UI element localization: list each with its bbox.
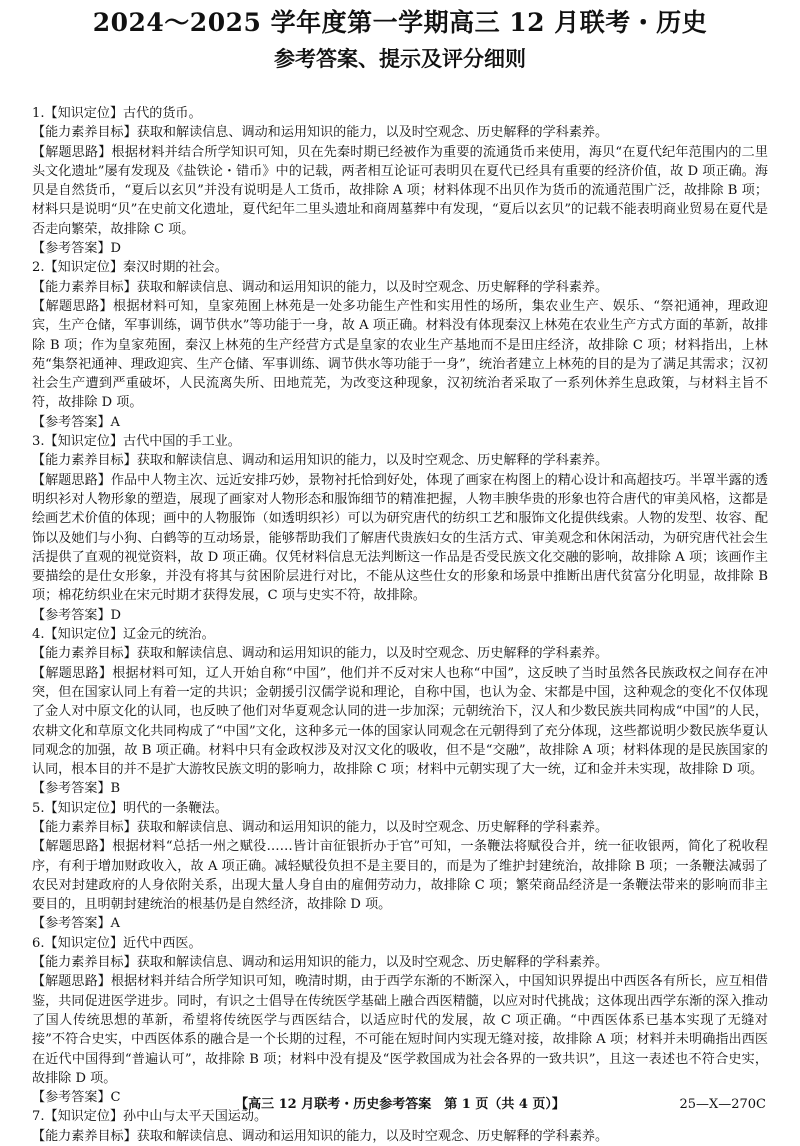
reference-answer: 【参考答案】C: [32, 1090, 121, 1106]
ability-goal: 【能力素养目标】获取和解读信息、调动和运用知识的能力，以及时空观念、历史解释的学科素养。: [32, 819, 609, 835]
question-number: 2.: [32, 260, 45, 276]
solution-analysis: 【解题思路】根据材料可知，辽人开始自称“中国”，他们并不反对宋人也称“中国”，这反映了当时虽然各民族政权之间存在冲突，但在国家认同上有着一定的共识；金朝援引汉儒学说和理论，自称中国，也认为金、宋都是中国，这种观念的变化不仅体现了金人对中原文化的认同，也反映了他们对华夏观念认同的进一步加深；元朝统治下，汉人和少数民族共同构成“中国”的人民，农耕文化和草原文化共同构成了“中国”文化，这种多元一体的国家认同观念在元朝得到了充分体现，这些都说明少数民族华夏认同观念的加强，故 B 项正确。材料中只有金政权涉及对汉文化的吸收，但不是“交融”，故排除 A 项；材料体现的是民族国家的认同，根本目的并不是扩大游牧民族文明的影响力，故排除 C 项；材料中元朝实现了大一统，辽和金并未实现，故排除 D 项。: [32, 665, 768, 778]
question-number: 1.: [32, 106, 45, 121]
question-number: 4.: [32, 627, 45, 643]
question-number: 5.: [32, 800, 45, 816]
page-header: [0, 0, 800, 73]
document-title: 2024～2025 学年度第一学期高三 12 月联考・历史: [92, 8, 708, 37]
reference-answer: 【参考答案】B: [32, 781, 121, 797]
ability-goal: 【能力素养目标】获取和解读信息、调动和运用知识的能力，以及时空观念、历史解释的学科素养。: [32, 955, 609, 971]
question-3: [32, 432, 768, 625]
knowledge-point: 【知识定位】古代中国的手工业。: [44, 434, 241, 450]
knowledge-point: 【知识定位】古代的货币。: [44, 106, 202, 121]
knowledge-point: 【知识定位】辽金元的统治。: [44, 627, 215, 643]
question-number: 3.: [32, 434, 45, 450]
reference-answer: 【参考答案】A: [32, 414, 121, 430]
ability-goal: 【能力素养目标】获取和解读信息、调动和运用知识的能力，以及时空观念、历史解释的学科素养。: [32, 1128, 609, 1144]
page-footer: [0, 1094, 800, 1116]
solution-analysis: 【解题思路】根据材料并结合所学知识可知，晚清时期，由于西学东渐的不断深入，中国知识界提出中西医各有所长，应互相借鉴，共同促进医学进步。同时，有识之士倡导在传统医学基础上融合西医精髓，以应对时代挑战；这体现出西学东渐的深入推动了国人传统思想的革新，希望将传统医学与西医结合，以适应时代的发展，故 C 项正确。“中西医体系已基本实现了无缝对接”不符合史实，中西医体系的融合是一个长期的过程，不可能在短时间内实现无缝对接，故排除 A 项；材料并未明确指出西医在近代中国得到“普遍认可”，故排除 B 项；材料中没有提及“医学救国成为社会各界的一致共识”，且这一表述也不符合史实，故排除 D 项。: [32, 974, 768, 1086]
solution-analysis: 【解题思路】根据材料“总括一州之赋役……皆计亩征银折办于官”可知，一条鞭法将赋役合并，统一征收银两，简化了税收程序，有利于增加财政收入，故 A 项正确。减轻赋役负担不是主要目的，而是为了维护封建统治，故排除 B 项；一条鞭法减弱了农民对封建政府的人身依附关系，出现大量人身自由的雇佣劳动力，故排除 C 项；繁荣商品经济是一条鞭法带来的影响而非主要目的，且明朝封建统治的根基仍是自然经济，故排除 D 项。: [32, 839, 768, 913]
footer-exam-code: 25—X—270C: [679, 1097, 766, 1112]
solution-analysis: 【解题思路】根据材料可知，皇家苑囿上林苑是一处多功能生产性和实用性的场所，集农业生产、娱乐、“祭祀通神，理政迎宾，生产仓储，军事训练，调节供水”等功能于一身，故 A 项正确。材料没有体现秦汉上林苑在农业生产方式方面的革新，故排除 B 项；作为皇家苑囿，秦汉上林苑的生产经营方式是皇家的农业生产基地而不是田庄经济，故排除 C 项；材料指出，上林苑“集祭祀通神、理政迎宾、生产仓储、军事训练、调节供水等功能于一身”，统治者建立上林苑的目的是为了满足其需求；汉初社会生产遭到严重破坏，人民流离失所、田地荒芜，为改变这种现象，汉初统治者采取了一系列休养生息政策，与材料主旨不符，故排除 D 项。: [32, 298, 768, 411]
question-1: [32, 104, 768, 258]
solution-analysis: 【解题思路】作品中人物主次、远近安排巧妙，景物衬托恰到好处，体现了画家在构图上的精心设计和高超技巧。半罩半露的透明织衫对人物形象的塑造，展现了画家对人物形态和服饰细节的精准把握，人物丰腴华贵的形象也符合唐代的审美风格，这都是绘画艺术价值的体现；画中的人物服饰（如透明织衫）可以为研究唐代的纺织工艺和服饰文化提供线索。人物的发型、妆容、配饰以及她们与小狗、白鹤等的互动场景，能够帮助我们了解唐代贵族妇女的生活方式、审美观念和休闲活动，为研究唐代社会生活提供了直观的视觉资料，故 D 项正确。仅凭材料信息无法判断这一作品是否受民族文化交融的影响，故排除 A 项；该画作主要描绘的是仕女形象，并没有将其与贫困阶层进行对比，不能从这些仕女的形象和场景中推断出唐代贫富分化明显，故排除 B 项；棉花纺织业在宋元时期才获得发展，C 项与史实不符，故排除。: [32, 472, 768, 604]
question-6: [32, 934, 768, 1108]
ability-goal: 【能力素养目标】获取和解读信息、调动和运用知识的能力，以及时空观念、历史解释的学科素养。: [32, 279, 609, 295]
document-subtitle: 参考答案、提示及评分细则: [274, 46, 526, 71]
reference-answer: 【参考答案】D: [32, 607, 122, 623]
solution-analysis: 【解题思路】根据材料并结合所学知识可知，贝在先秦时期已经被作为重要的流通货币来使用，海贝“在夏代纪年范围内的二里头文化遗址”屡有发现及《盐铁论・错币》中的记载，两者相互论证可表明贝在夏代已经具有重要的经济价值，故 D 项正确。海贝是自然货币，“夏后以玄贝”并没有说明是人工货币，故排除 A 项；材料体现不出贝作为货币的流通范围广泛，故排除 B 项；材料只是说明“贝”在史前文化遗址，夏代纪年二里头遗址和商周墓葬中有发现，“夏后以玄贝”的记载不能表明商业贸易在夏代是否走向繁荣，故排除 C 项。: [32, 144, 768, 237]
answer-content: [32, 104, 768, 1146]
question-number: 7.: [32, 1109, 45, 1125]
ability-goal: 【能力素养目标】获取和解读信息、调动和运用知识的能力，以及时空观念、历史解释的学科素养。: [32, 646, 609, 662]
question-2: [32, 258, 768, 432]
ability-goal: 【能力素养目标】获取和解读信息、调动和运用知识的能力，以及时空观念、历史解释的学科素养。: [32, 125, 609, 141]
knowledge-point: 【知识定位】秦汉时期的社会。: [44, 260, 228, 276]
question-4: [32, 625, 768, 799]
question-number: 6.: [32, 935, 45, 951]
footer-page-info: 【高三 12 月联考・历史参考答案 第 1 页（共 4 页）】: [235, 1097, 565, 1112]
knowledge-point: 【知识定位】近代中西医。: [44, 935, 202, 951]
reference-answer: 【参考答案】A: [32, 916, 121, 932]
knowledge-point: 【知识定位】孙中山与太平天国运动。: [44, 1109, 268, 1125]
ability-goal: 【能力素养目标】获取和解读信息、调动和运用知识的能力，以及时空观念、历史解释的学科素养。: [32, 453, 609, 469]
question-5: [32, 799, 768, 934]
knowledge-point: 【知识定位】明代的一条鞭法。: [44, 800, 228, 816]
reference-answer: 【参考答案】D: [32, 241, 122, 257]
